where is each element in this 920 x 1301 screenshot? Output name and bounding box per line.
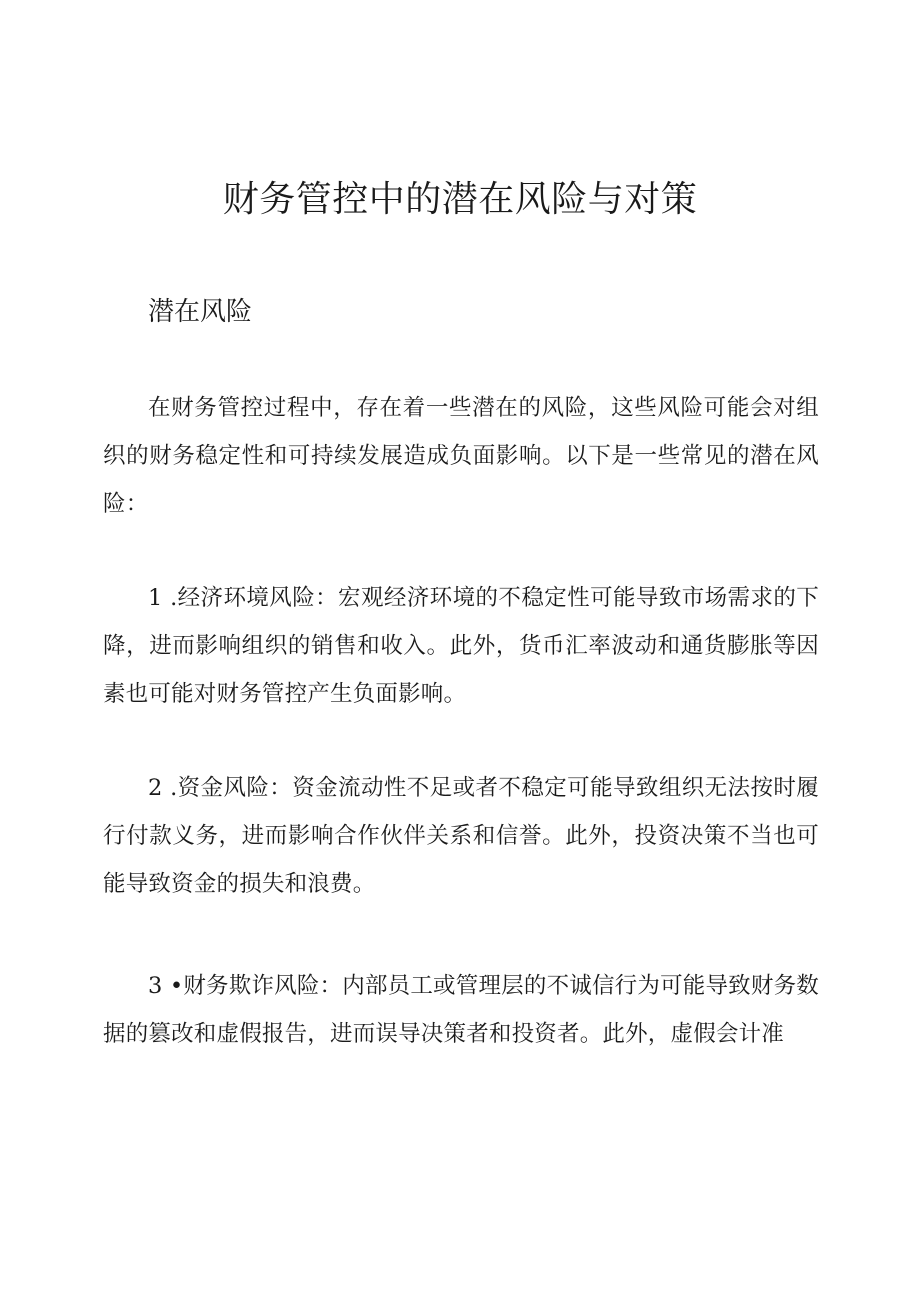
risk-item-fraud: 3 •财务欺诈风险：内部员工或管理层的不诚信行为可能导致财务数据的篡改和虚假报告，进而误导决策者和投资者。此外，虚假会计准 <box>103 973 819 1047</box>
document-title: 财务管控中的潜在风险与对策 <box>222 179 698 220</box>
risk-item-economic: 1 .经济环境风险：宏观经济环境的不稳定性可能导致市场需求的下降，进而影响组织的销售和收入。此外，货币汇率波动和通货膨胀等因素也可能对财务管控产生负面影响。 <box>103 585 819 707</box>
intro-paragraph: 在财务管控过程中，存在着一些潜在的风险，这些风险可能会对组织的财务稳定性和可持续发展造成负面影响。以下是一些常见的潜在风险： <box>103 395 819 517</box>
risk-item-capital: 2 .资金风险：资金流动性不足或者不稳定可能导致组织无法按时履行付款义务，进而影响合作伙伴关系和信誉。此外，投资决策不当也可能导致资金的损失和浪费。 <box>103 775 819 897</box>
section-heading: 潜在风险 <box>148 297 253 327</box>
